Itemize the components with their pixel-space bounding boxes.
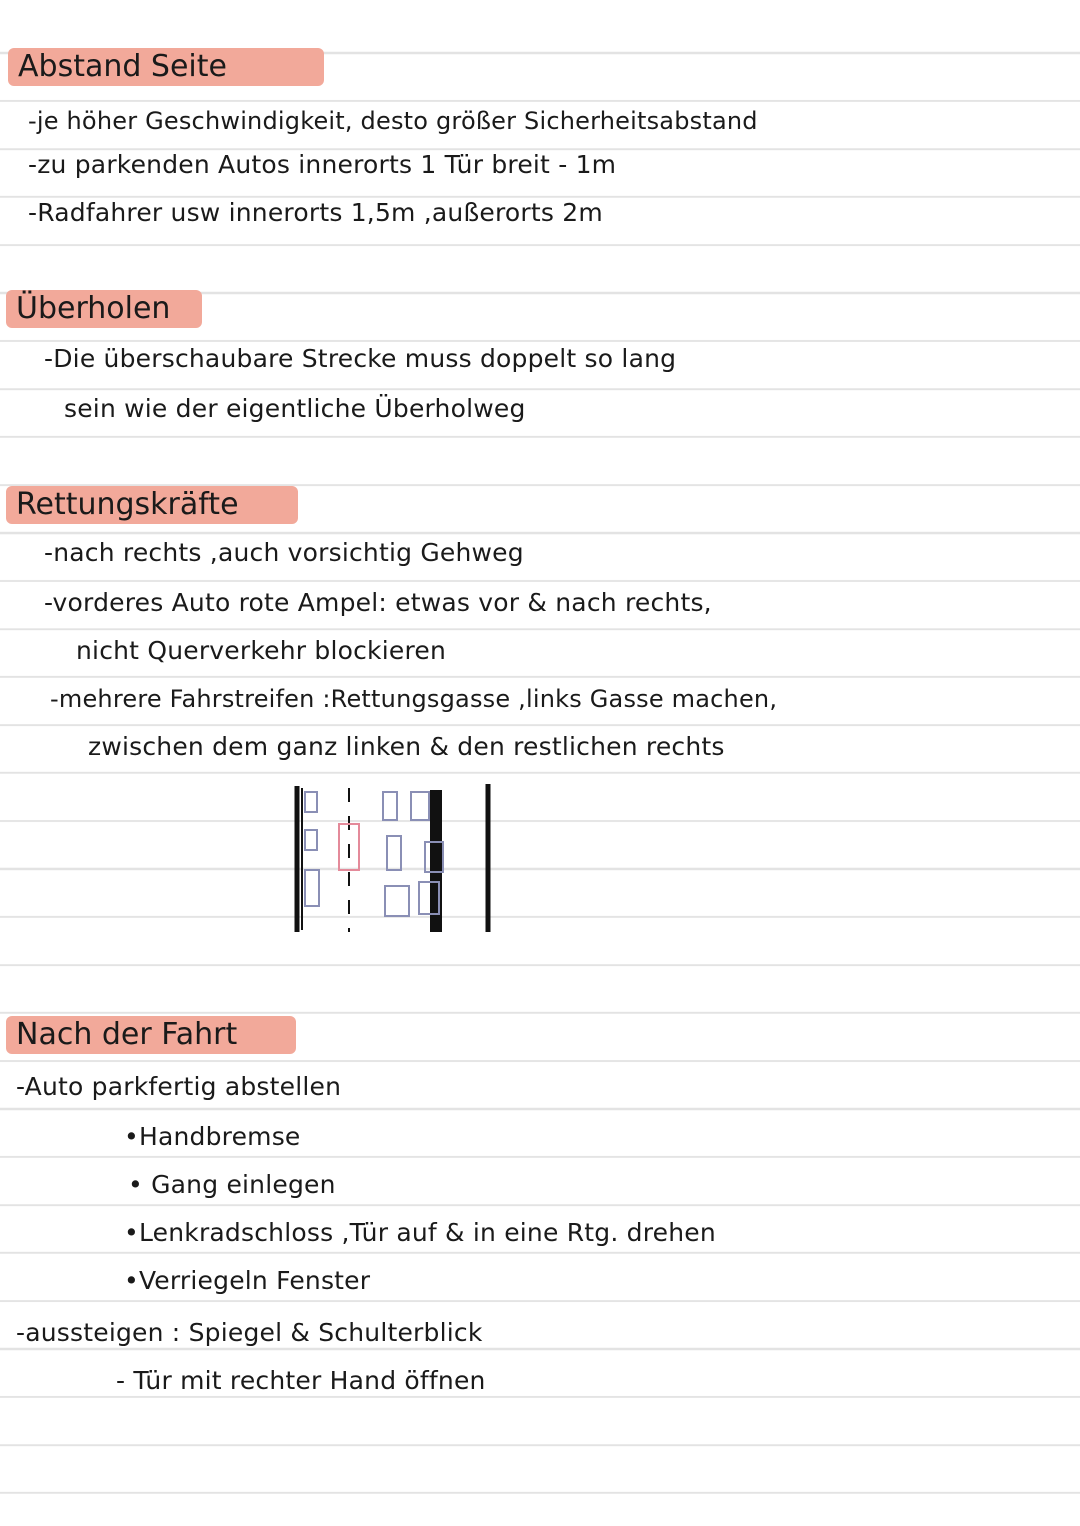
note-line: -je höher Geschwindigkeit, desto größer Sicherheitsabstand <box>28 107 758 135</box>
note-line: -zu parkenden Autos innerorts 1 Tür breit - 1m <box>28 150 617 179</box>
car-icon <box>305 830 317 850</box>
heading-rettungskraefte: Rettungskräfte <box>6 486 298 524</box>
car-icon <box>383 792 397 820</box>
car-icon <box>411 792 429 820</box>
heading-ueberholen: Überholen <box>6 290 202 328</box>
note-line: •Lenkradschloss ,Tür auf & in eine Rtg. drehen <box>124 1218 716 1247</box>
note-line: -mehrere Fahrstreifen :Rettungsgasse ,links Gasse machen, <box>50 685 778 713</box>
car-icon <box>385 886 409 916</box>
car-icon <box>305 792 317 812</box>
shoulder-strip <box>430 790 442 932</box>
rettungsgasse-sketch-icon <box>285 778 505 938</box>
note-line: -Auto parkfertig abstellen <box>16 1072 342 1101</box>
note-line: -nach rechts ,auch vorsichtig Gehweg <box>44 538 524 567</box>
note-line: sein wie der eigentliche Überholweg <box>64 394 526 423</box>
note-line: •Verriegeln Fenster <box>124 1266 371 1295</box>
note-line: -vorderes Auto rote Ampel: etwas vor & nach rechts, <box>44 588 712 617</box>
note-line: - Tür mit rechter Hand öffnen <box>116 1366 486 1395</box>
note-line: •Handbremse <box>124 1122 301 1151</box>
note-line: nicht Querverkehr blockieren <box>76 636 447 665</box>
note-line: -Die überschaubare Strecke muss doppelt so lang <box>44 344 677 373</box>
car-icon <box>387 836 401 870</box>
note-line: -aussteigen : Spiegel & Schulterblick <box>16 1318 483 1347</box>
heading-nach-der-fahrt: Nach der Fahrt <box>6 1016 296 1054</box>
heading-abstand-seite: Abstand Seite <box>8 48 324 86</box>
car-icon <box>305 870 319 906</box>
note-line: zwischen dem ganz linken & den restlichen rechts <box>88 732 725 761</box>
note-line: • Gang einlegen <box>128 1170 336 1199</box>
note-line: -Radfahrer usw innerorts 1,5m ,außerorts 2m <box>28 198 603 227</box>
